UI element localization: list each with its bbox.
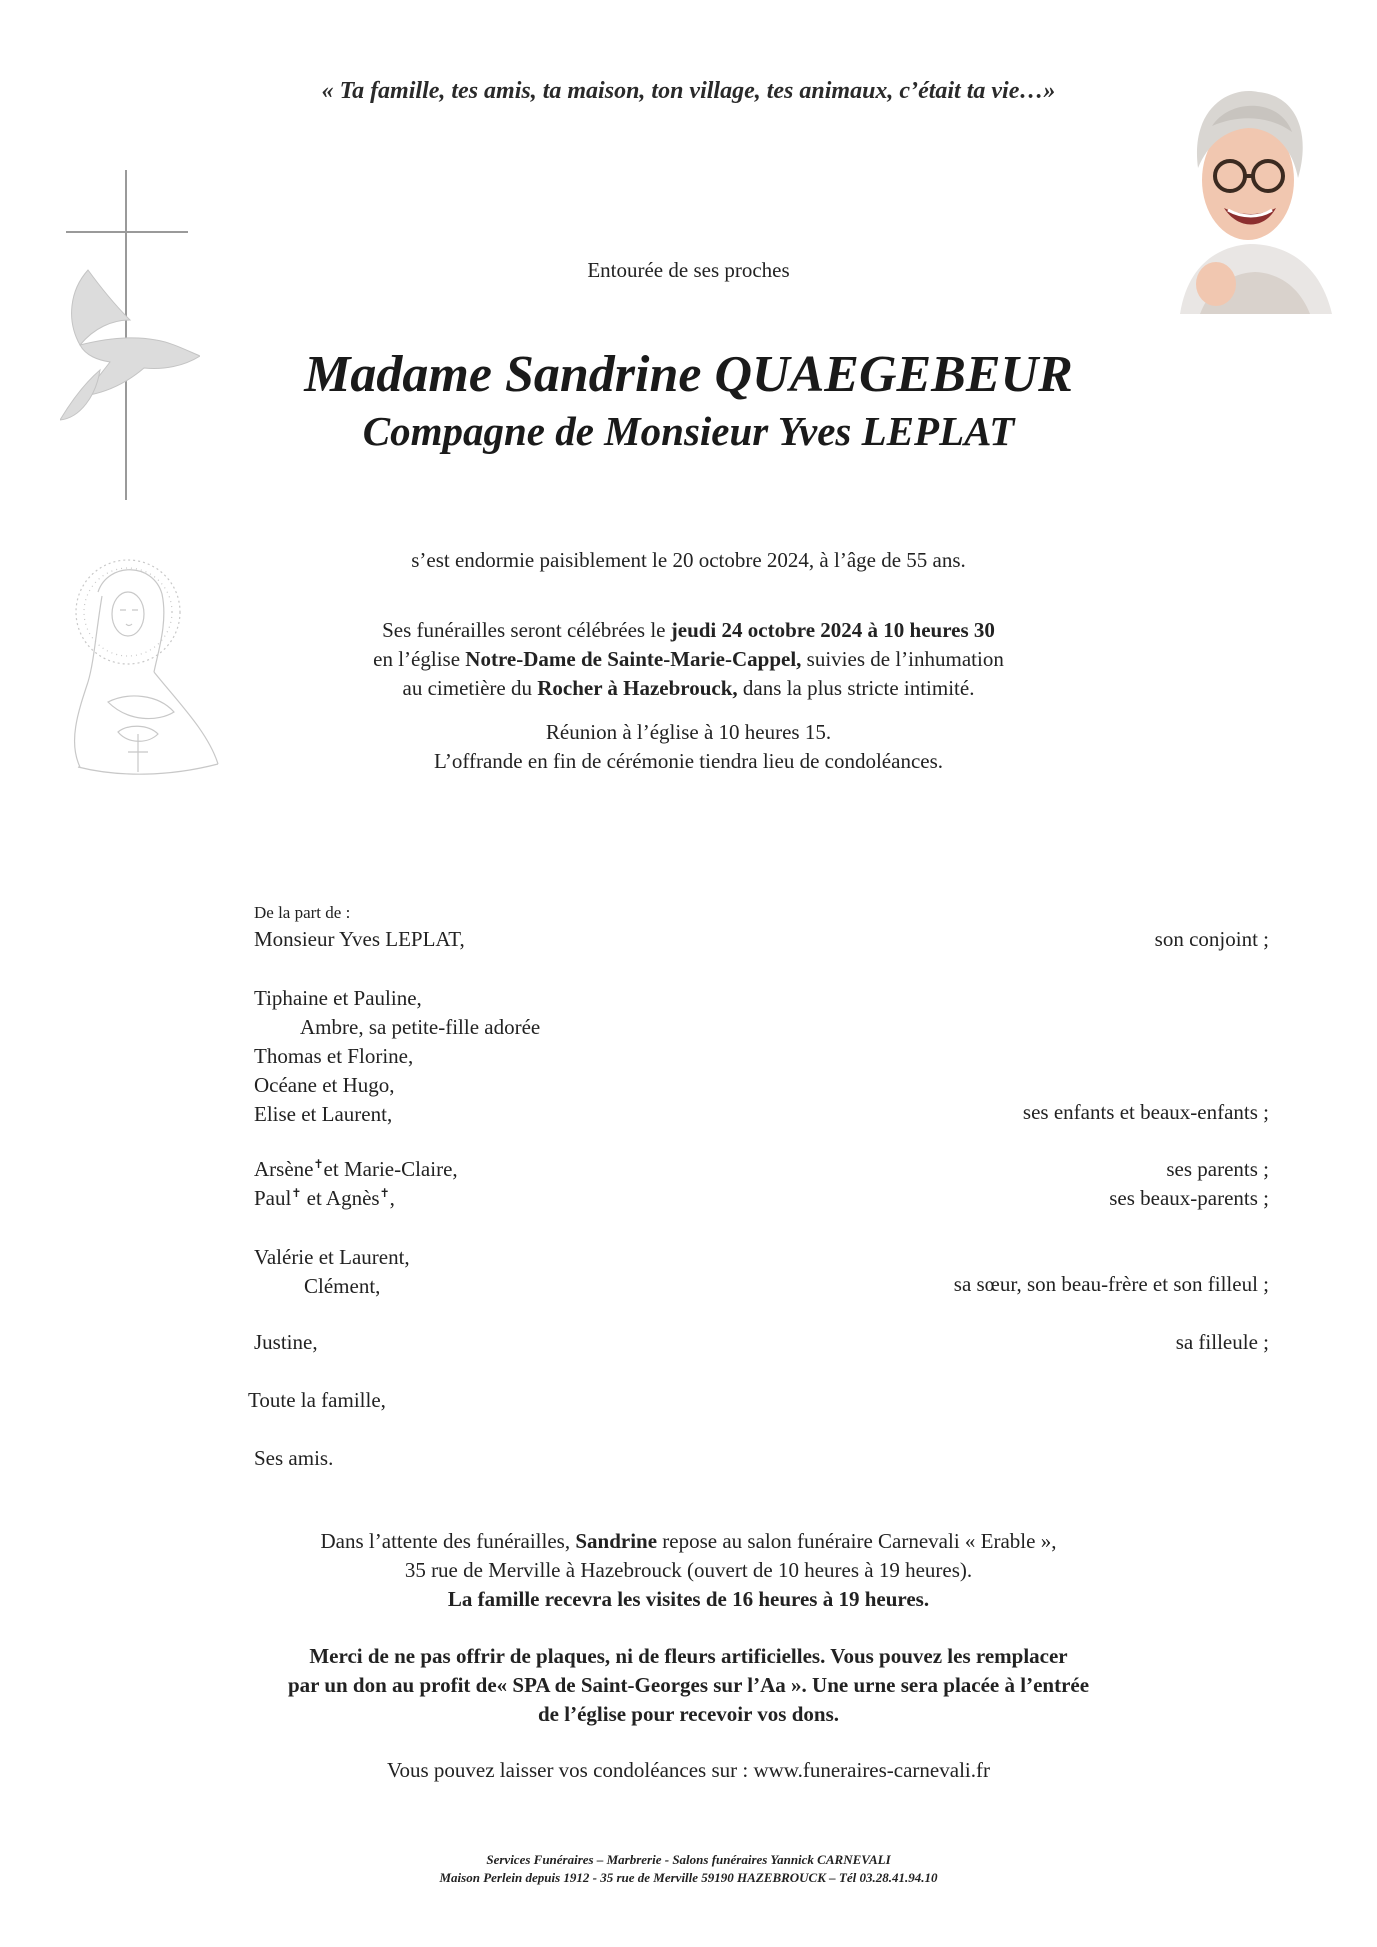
funeral-date: jeudi 24 octobre 2024 à 10 heures 30 xyxy=(670,618,995,642)
list-item: Océane et Hugo, xyxy=(254,1073,395,1097)
church-name: Notre-Dame de Sainte-Marie-Cappel, xyxy=(465,647,802,671)
meeting-time: Réunion à l’église à 10 heures 15. xyxy=(545,720,832,744)
list-item: Tiphaine et Pauline, xyxy=(254,986,422,1010)
header-quote: « Ta famille, tes amis, ta maison, ton village, tes animaux, c’était ta vie…» xyxy=(321,78,1056,104)
first-name: Sandrine xyxy=(575,1529,658,1553)
deceased-cross-icon: ✝ xyxy=(379,1186,390,1200)
cross-dove-icon xyxy=(60,170,200,510)
rest-line xyxy=(0,1527,1377,1556)
friends: Ses amis. xyxy=(254,1446,334,1470)
footer-line-2: Maison Perlein depuis 1912 - 35 rue de Merville 59190 HAZEBROUCK – Tél 03.28.41.94.10 xyxy=(439,1870,938,1885)
footer-line-1: Services Funéraires – Marbrerie - Salons funéraires Yannick CARNEVALI xyxy=(486,1852,891,1867)
whole-family: Toute la famille, xyxy=(248,1388,386,1412)
companion-line: Compagne de Monsieur Yves LEPLAT xyxy=(362,408,1015,454)
donation-line: de l’église pour recevoir vos dons. xyxy=(538,1702,839,1726)
funeral-line-1-text: Ses funérailles seront célébrées le xyxy=(382,618,671,642)
funeral-home-address: 35 rue de Merville à Hazebrouck (ouvert de 10 heures à 19 heures). xyxy=(404,1558,973,1582)
funeral-line-1 xyxy=(0,616,1377,645)
death-announcement: s’est endormie paisiblement le 20 octobre 2024, à l’âge de 55 ans. xyxy=(411,548,966,572)
rest-location: repose au salon funéraire Carnevali « Erable », xyxy=(657,1529,1057,1553)
meeting-details xyxy=(0,718,1377,776)
list-item: Ambre, sa petite-fille adorée xyxy=(300,1015,541,1039)
funeral-details xyxy=(0,616,1377,703)
donation-line: Merci de ne pas offrir de plaques, ni de fleurs artificielles. Vous pouvez les remplacer xyxy=(309,1644,1068,1668)
partner-role: son conjoint ; xyxy=(1154,927,1269,951)
condolences-link[interactable]: Vous pouvez laisser vos condoléances sur : www.funeraires-carnevali.fr xyxy=(387,1758,990,1782)
funeral-line-3-text: au cimetière du xyxy=(402,676,538,700)
mother-name: et Marie-Claire, xyxy=(323,1157,458,1181)
children-list xyxy=(254,984,540,1129)
funeral-line-3-post: dans la plus stricte intimité. xyxy=(737,676,975,700)
list-item: Elise et Laurent, xyxy=(254,1102,393,1126)
goddaughter-role: sa filleule ; xyxy=(1175,1330,1269,1354)
family-intro: De la part de : xyxy=(254,903,351,922)
father-in-law-name: Paul xyxy=(254,1186,292,1210)
partner-name: Monsieur Yves LEPLAT, xyxy=(254,927,465,951)
comma: , xyxy=(389,1186,395,1210)
visiting-hours: La famille recevra les visites de 16 heures à 19 heures. xyxy=(447,1587,930,1611)
list-item: Thomas et Florine, xyxy=(254,1044,414,1068)
funeral-line-2-post: suivies de l’inhumation xyxy=(801,647,1004,671)
list-item: Clément, xyxy=(304,1274,381,1298)
father-name: Arsène xyxy=(254,1157,314,1181)
parents-names xyxy=(254,1157,458,1182)
sister-list xyxy=(254,1243,410,1301)
rest-text: Dans l’attente des funérailles, xyxy=(320,1529,576,1553)
deceased-cross-icon: ✝ xyxy=(291,1186,302,1200)
surrounded-text: Entourée de ses proches xyxy=(587,258,790,282)
funeral-line-2 xyxy=(0,645,1377,674)
funeral-line-3 xyxy=(0,674,1377,703)
deceased-name: Madame Sandrine QUAEGEBEUR xyxy=(304,346,1073,403)
deceased-cross-icon: ✝ xyxy=(313,1157,324,1171)
funeral-line-2-text: en l’église xyxy=(373,647,466,671)
sister-role: sa sœur, son beau-frère et son filleul ; xyxy=(953,1272,1269,1296)
offering-note: L’offrande en fin de cérémonie tiendra lieu de condoléances. xyxy=(433,749,944,773)
rest-info xyxy=(0,1527,1377,1614)
donation-line: par un don au profit de« SPA de Saint-Georges sur l’Aa ». Une urne sera placée à l’entrée xyxy=(287,1673,1090,1697)
inlaws-names xyxy=(254,1186,395,1211)
inlaws-role: ses beaux-parents ; xyxy=(1109,1186,1269,1210)
goddaughter-name: Justine, xyxy=(254,1330,318,1354)
list-item: Valérie et Laurent, xyxy=(254,1245,410,1269)
parents-role: ses parents ; xyxy=(1166,1157,1269,1181)
cemetery-name: Rocher à Hazebrouck, xyxy=(537,676,738,700)
children-role: ses enfants et beaux-enfants ; xyxy=(1022,1100,1269,1124)
mother-in-law-name: et Agnès xyxy=(301,1186,380,1210)
donation-note xyxy=(0,1642,1377,1729)
